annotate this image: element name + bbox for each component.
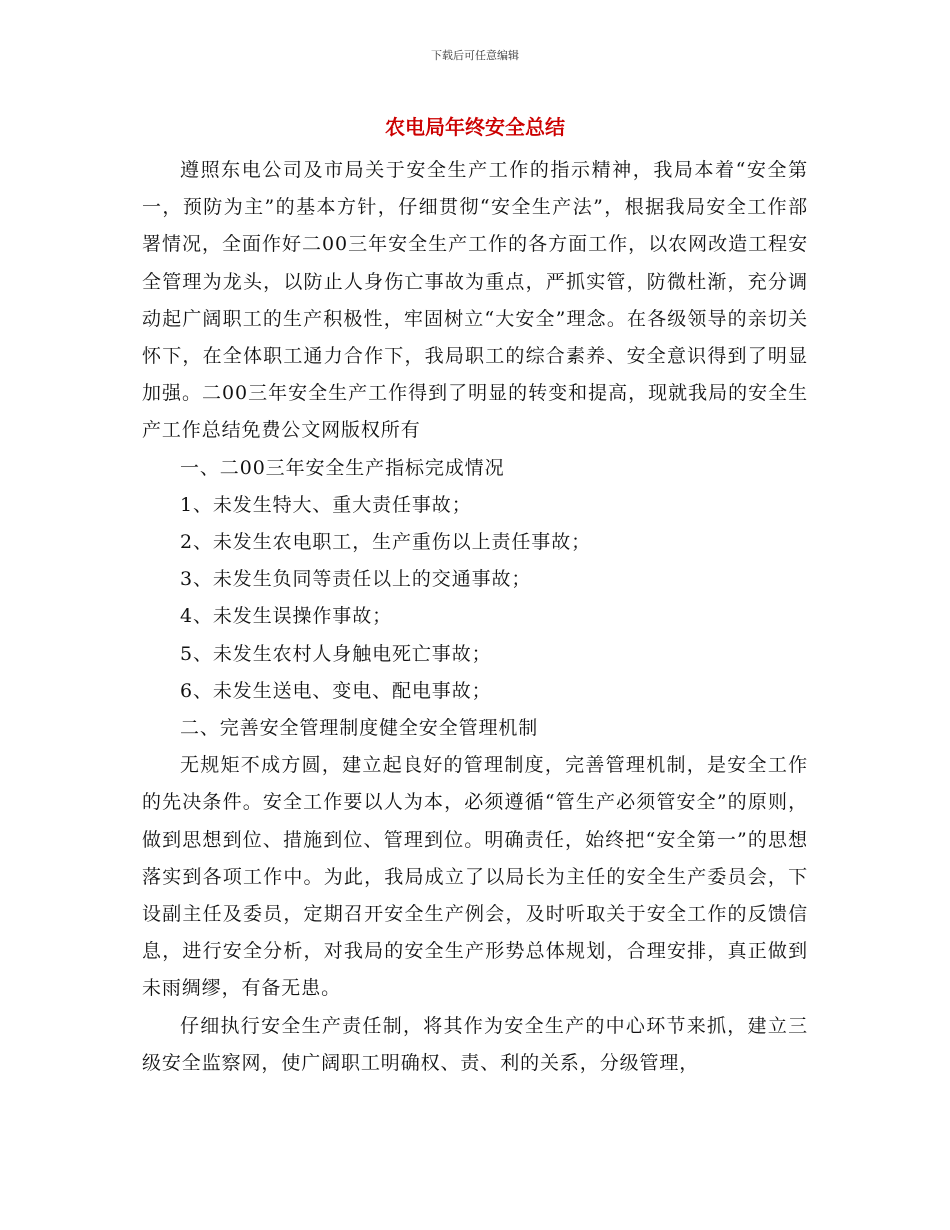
list-item: 6、未发生送电、变电、配电事故； [180,679,492,702]
list-item: 1、未发生特大、重大责任事故； [180,493,472,516]
list-item: 4、未发生误操作事故； [180,605,392,628]
intro-paragraph: 遵照东电公司及市局关于安全生产工作的指示精神，我局本着“安全第一，预防为主”的基本方针，仔细贯彻“安全生产法”，根据我局安全工作部署情况，全面作好二00三年安全生产工作的各方面工作，以农网改造工程安全管理为龙头，以防止人身伤亡事故为重点，严抓实管，防微杜渐，充分调动起广阔职工的生产积极性，牢固树立“大安全”理念。在各级领导的亲切关怀下，在全体职工通力合作下，我局职工的综合素养、安全意识得到了明显加强。二00三年安全生产工作得到了明显的转变和提高，现就我局的安全生产工作总结免费公文网版权所有 [142,159,808,442]
list-item: 5、未发生农村人身触电死亡事故； [180,642,492,665]
document-body [142,152,808,1082]
section2-paragraph: 仔细执行安全生产责任制，将其作为安全生产的中心环节来抓，建立三级安全监察网，使广阔职工明确权、责、利的关系，分级管理， [142,1014,808,1074]
page-header: 下载后可任意编辑 [431,49,519,62]
section-heading-1: 一、二00三年安全生产指标完成情况 [180,456,505,479]
section2-paragraph: 无规矩不成方圆，建立起良好的管理制度，完善管理机制，是安全工作的先决条件。安全工作要以人为本，必须遵循“管生产必须管安全”的原则，做到思想到位、措施到位、管理到位。明确责任，始终把“安全第一”的思想落实到各项工作中。为此，我局成立了以局长为主任的安全生产委员会，下设副主任及委员，定期召开安全生产例会，及时听取关于安全工作的反馈信息，进行安全分析，对我局的安全生产形势总体规划，合理安排，真正做到未雨绸缪，有备无患。 [142,754,808,1000]
list-item: 3、未发生负同等责任以上的交通事故； [180,568,532,591]
section-heading-2: 二、完善安全管理制度健全安全管理机制 [180,717,539,740]
document-title: 农电局年终安全总结 [385,115,565,139]
list-item: 2、未发生农电职工，生产重伤以上责任事故； [180,531,591,554]
